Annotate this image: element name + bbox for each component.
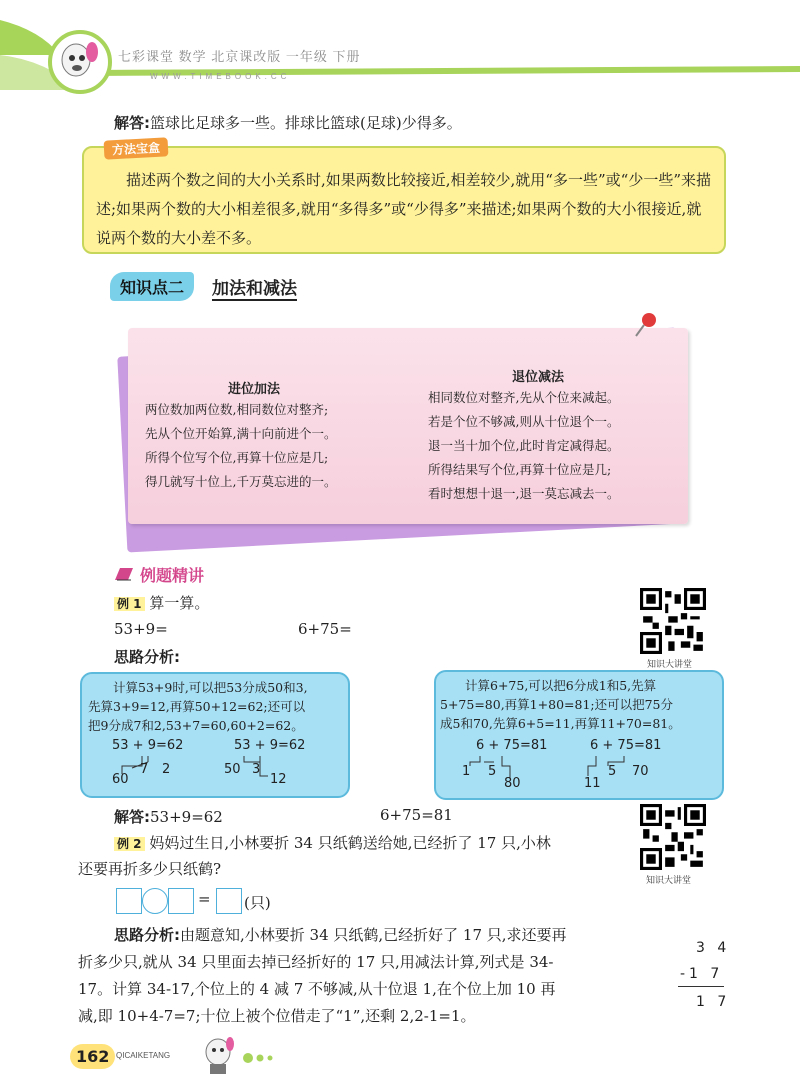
note-right-line: 退一当十加个位,此时肯定减得起。 xyxy=(428,438,620,453)
vertical-subtrahend: -1 7 xyxy=(680,966,724,982)
calc-right-2-b: 5 xyxy=(608,764,617,779)
qr-caption-1: 知识大讲堂 xyxy=(647,659,693,669)
answer-line-1 xyxy=(114,112,462,133)
qr-code-icon[interactable] xyxy=(640,588,706,654)
note-right-line: 看时想想十退一,退一莫忘减去一。 xyxy=(428,486,620,501)
example2-analysis-line: 减,即 10+4-7=7;十位上被个位借走了“1”,还剩 2,2-1=1。 xyxy=(78,1007,476,1025)
example2-analysis xyxy=(114,922,634,949)
page-number: 162 xyxy=(70,1044,115,1069)
note-right-lines xyxy=(428,386,678,506)
operator-blank[interactable] xyxy=(142,888,168,914)
calc-left-2-a: 50 xyxy=(224,762,241,777)
box-right-line: 5+75=80,再算1+80=81;还可以把75分 xyxy=(440,697,674,712)
box-left-line: 把9分成7和2,53+7=60,60+2=62。 xyxy=(88,718,304,733)
note-left-title xyxy=(228,378,280,397)
example1-analysis-label: 思路分析: xyxy=(114,648,180,666)
method-box-tag: 方法宝盒 xyxy=(104,137,169,159)
calc-left-1-a: 60 xyxy=(112,772,129,787)
note-left-line: 先从个位开始算,满十向前进个一。 xyxy=(145,426,337,441)
footer-brand: QICAIKETANG xyxy=(116,1051,171,1060)
note-left-line: 两位数加两位数,相同数位对整齐; xyxy=(145,402,329,417)
answer-text: 篮球比足球多一些。排球比篮球(足球)少得多。 xyxy=(150,114,462,132)
calc-right-1-expr: 6 + 75=81 xyxy=(476,738,548,753)
calc-left-1-c: 2 xyxy=(162,762,171,777)
qr-caption-2: 知识大讲堂 xyxy=(646,875,692,885)
knowledge-point-tag: 知识点二 xyxy=(110,272,194,301)
box-left-line: 计算53+9时,可以把53分成50和3, xyxy=(113,680,308,695)
analysis-box-left-text xyxy=(88,678,344,735)
calc-right-2-expr: 6 + 75=81 xyxy=(590,738,662,753)
header-url: WWW.TIMEBOOK.CC xyxy=(150,72,291,81)
calc-right-2-a: 11 xyxy=(584,776,601,791)
example1-answer-label: 解答: xyxy=(114,808,150,826)
calc-left-2-b: 3 xyxy=(252,762,261,777)
calc-left-1-expr: 53 + 9=62 xyxy=(112,738,184,753)
calc-left-2-expr: 53 + 9=62 xyxy=(234,738,306,753)
header-title: 七彩课堂 数学 北京课改版 一年级 下册 xyxy=(118,49,361,64)
answer-blank-result[interactable] xyxy=(216,888,242,914)
method-box-text: 描述两个数之间的大小关系时,如果两数比较接近,相差较少,就用“多一些”或“少一些”来描述;如果两个数的大小相差很多,就用“多得多”或“少得多”来描述;如果两个数的大小很接近,就说两个数的大小差不多。 xyxy=(96,171,711,247)
note-left-line: 所得个位写个位,再算十位应是几; xyxy=(145,450,329,465)
note-right-line: 若是个位不够减,则从十位退个一。 xyxy=(428,414,620,429)
box-right-line: 计算6+75,可以把6分成1和5,先算 xyxy=(465,678,657,693)
qr-code-icon[interactable] xyxy=(640,804,706,870)
example2-analysis-line: 17。计算 34-17,个位上的 4 减 7 不够减,从十位退 1,在个位上加 10 再 xyxy=(78,980,556,998)
example2-tag: 例 2 xyxy=(114,837,145,851)
mascot-icon xyxy=(46,28,114,96)
note-right-title xyxy=(512,366,564,385)
calc-left-1-b: 7 xyxy=(140,762,149,777)
example1-heading xyxy=(114,592,209,613)
vertical-rule xyxy=(678,986,724,987)
calc-right-2-c: 70 xyxy=(632,764,649,779)
example1-answer xyxy=(114,806,223,827)
answer-blank-2[interactable] xyxy=(168,888,194,914)
note-right-line: 相同数位对整齐,先从个位来减起。 xyxy=(428,390,620,405)
example1-answer-b: 6+75=81 xyxy=(380,806,453,824)
box-left-line: 先算3+9=12,再算50+12=62;还可以 xyxy=(88,699,306,714)
note-left-line: 得几就写十位上,千万莫忘进的一。 xyxy=(145,474,337,489)
calc-right-1-c: 80 xyxy=(504,776,521,791)
answer-label: 解答: xyxy=(114,114,150,132)
example2-analysis-rest xyxy=(78,949,638,1030)
example1-question-1: 53+9= xyxy=(114,620,168,638)
vertical-minuend: 3 4 xyxy=(696,940,731,956)
equals-sign: = xyxy=(198,890,211,908)
vertical-result: 1 7 xyxy=(696,994,731,1010)
note-right-line: 所得结果写个位,再算十位应是几; xyxy=(428,462,612,477)
example2-analysis-line: 由题意知,小林要折 34 只纸鹤,已经折好了 17 只,求还要再 xyxy=(180,926,567,944)
calc-right-1-a: 1 xyxy=(462,764,471,779)
box-right-line: 成5和70,先算6+5=11,再算11+70=81。 xyxy=(440,716,681,731)
footer-mascot-icon xyxy=(196,1034,292,1076)
book-icon xyxy=(114,566,134,582)
answer-blank-1[interactable] xyxy=(116,888,142,914)
example2-text-1: 妈妈过生日,小林要折 34 只纸鹤送给她,已经折了 17 只,小林 xyxy=(149,834,551,852)
knowledge-point-title: 加法和减法 xyxy=(212,274,297,301)
example1-prompt: 算一算。 xyxy=(149,594,210,612)
analysis-box-right-text xyxy=(440,676,718,733)
example2-analysis-line: 折多少只,就从 34 只里面去掉已经折好的 17 只,用减法计算,列式是 34- xyxy=(78,953,554,971)
split-bracket-right-1 xyxy=(462,754,542,780)
example2-analysis-label: 思路分析: xyxy=(114,926,180,944)
examples-section-title: 例题精讲 xyxy=(140,566,205,585)
example2-text-2: 还要再折多少只纸鹤? xyxy=(78,860,222,878)
example2-line-1 xyxy=(114,832,551,853)
example1-answer-a: 53+9=62 xyxy=(150,808,223,826)
calc-right-1-b: 5 xyxy=(488,764,497,779)
note-right-title-text: 退位减法 xyxy=(512,370,565,385)
calc-left-2-c: 12 xyxy=(270,772,287,787)
pushpin-icon xyxy=(630,310,660,340)
example1-tag: 例 1 xyxy=(114,597,145,611)
note-left-title-text: 进位加法 xyxy=(228,382,281,397)
answer-unit: (只) xyxy=(244,894,271,912)
example1-question-2: 6+75= xyxy=(298,620,352,638)
note-left-lines xyxy=(145,398,385,494)
